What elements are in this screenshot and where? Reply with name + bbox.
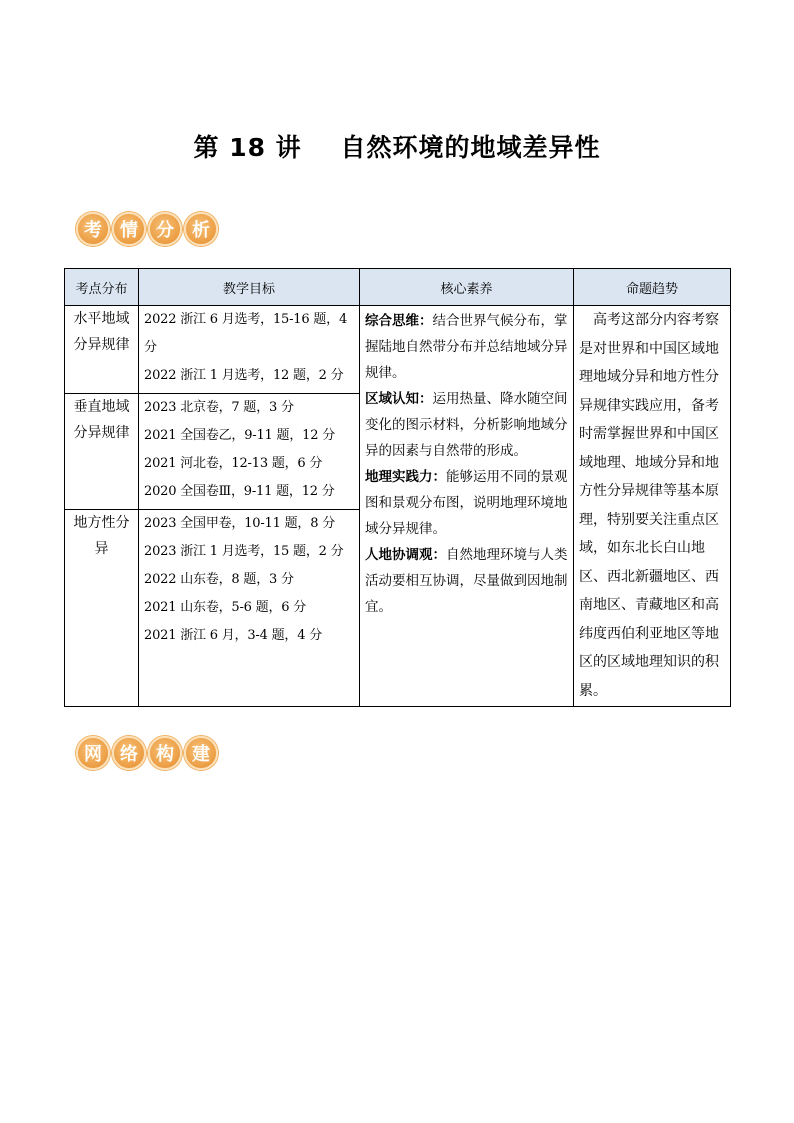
topic-cell: 垂直地域分异规律 bbox=[65, 394, 139, 510]
header-topic: 考点分布 bbox=[65, 269, 139, 306]
core-label: 地理实践力： bbox=[365, 469, 446, 485]
topic-cell: 水平地域分异规律 bbox=[65, 306, 139, 394]
section-badge-char: 网 bbox=[76, 736, 110, 770]
header-trend: 命题趋势 bbox=[574, 269, 731, 306]
core-text: 能够运用不同的景观图和景观分布图，说明地理环境地域分异规律。 bbox=[365, 469, 568, 537]
core-competency-cell bbox=[360, 306, 574, 707]
core-text: 自然地理环境与人类活动要相互协调，尽量做到因地制宜。 bbox=[365, 547, 568, 615]
trend-cell: 高考这部分内容考察是对世界和中国区域地理地域分异和地方性分异规律实践应用，备考时需掌握世界和中国区域地理、地域分异和地方性分异规律等基本原理，特别要关注重点区域，如东北长白山地区、西北新疆地区、西南地区、青藏地区和高纬度西伯利亚地区等地区的区域地理知识的积累。 bbox=[574, 306, 731, 707]
goal-cell bbox=[139, 306, 360, 394]
core-item bbox=[365, 542, 568, 620]
exam-analysis-table bbox=[64, 268, 731, 707]
goal-line: 2022 浙江 6 月选考，15-16 题，4 bbox=[144, 312, 348, 327]
section-header-analysis bbox=[76, 212, 218, 246]
topic-cell: 地方性分异 bbox=[65, 510, 139, 707]
core-label: 人地协调观： bbox=[365, 547, 446, 563]
section-header-network bbox=[76, 736, 218, 770]
goal-line: 2022 山东卷，8 题，3 分 bbox=[144, 572, 294, 587]
goal-line: 2023 全国甲卷，10-11 题，8 分 bbox=[144, 516, 336, 531]
section-badge-char: 构 bbox=[148, 736, 182, 770]
core-label: 综合思维： bbox=[365, 313, 433, 329]
goal-line: 2023 浙江 1 月选考，15 题，2 分 bbox=[144, 544, 344, 559]
table-header-row bbox=[65, 269, 731, 306]
section-badge-char: 建 bbox=[184, 736, 218, 770]
goal-cell bbox=[139, 394, 360, 510]
header-goal: 教学目标 bbox=[139, 269, 360, 306]
goal-line: 2020 全国卷Ⅲ，9-11 题，12 分 bbox=[144, 484, 335, 499]
header-core: 核心素养 bbox=[360, 269, 574, 306]
goal-line: 2021 山东卷，5-6 题，6 分 bbox=[144, 600, 307, 615]
section-badge-char: 考 bbox=[76, 212, 110, 246]
core-item bbox=[365, 464, 568, 542]
core-text: 运用热量、降水随空间变化的图示材料，分析影响地域分异的因素与自然带的形成。 bbox=[365, 391, 568, 459]
goal-line: 2021 浙江 6 月，3-4 题，4 分 bbox=[144, 628, 323, 643]
core-label: 区域认知： bbox=[365, 391, 433, 407]
core-text: 结合世界气候分布，掌握陆地自然带分布并总结地域分异规律。 bbox=[365, 313, 568, 381]
section-badge-char: 分 bbox=[148, 212, 182, 246]
core-item bbox=[365, 386, 568, 464]
page-title: 第 18 讲 自然环境的地域差异性 bbox=[193, 133, 601, 162]
section-badge-char: 络 bbox=[112, 736, 146, 770]
section-badge-char: 析 bbox=[184, 212, 218, 246]
goal-line: 2021 河北卷，12-13 题，6 分 bbox=[144, 456, 323, 471]
goal-line: 2023 北京卷，7 题，3 分 bbox=[144, 400, 294, 415]
core-item bbox=[365, 308, 568, 386]
goal-line: 2022 浙江 1 月选考，12 题，2 分 bbox=[144, 368, 344, 383]
goal-line: 2021 全国卷乙，9-11 题，12 分 bbox=[144, 428, 336, 443]
goal-cell bbox=[139, 510, 360, 707]
table-row bbox=[65, 306, 731, 394]
goal-line: 分 bbox=[144, 340, 157, 355]
section-badge-char: 情 bbox=[112, 212, 146, 246]
